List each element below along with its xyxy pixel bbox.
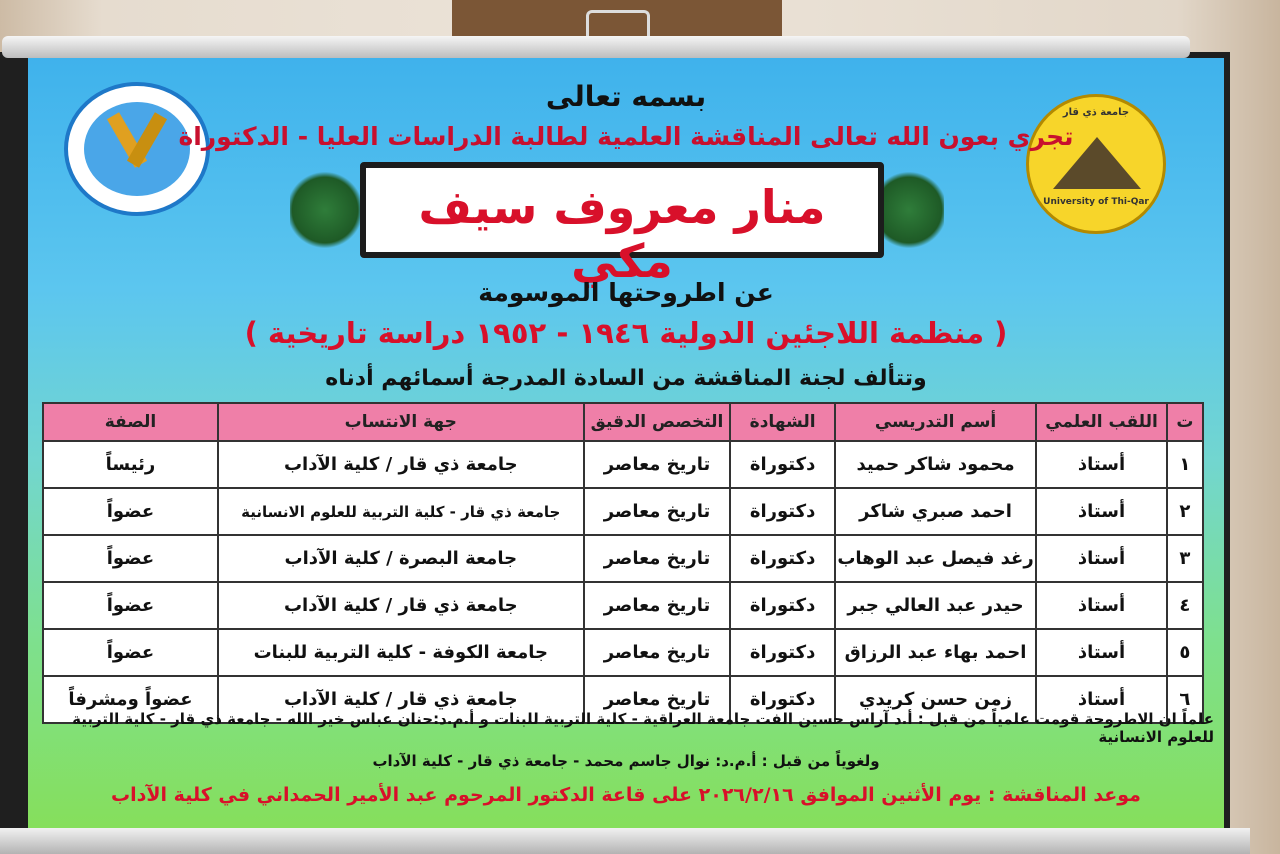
cell-name: محمود شاكر حميد — [835, 441, 1036, 488]
header-role: الصفة — [43, 403, 218, 441]
cell-role: عضواً ومشرفاً — [43, 676, 218, 723]
cell-affiliation: جامعة الكوفة - كلية التربية للبنات — [218, 629, 584, 676]
banner-bottom-rod — [0, 828, 1250, 854]
table-row — [43, 535, 1203, 582]
cell-specialty: تاريخ معاصر — [584, 629, 731, 676]
cell-affiliation: جامعة البصرة / كلية الآداب — [218, 535, 584, 582]
logo-right-top-text: جامعة ذي قار — [1062, 107, 1130, 118]
cell-degree: دكتوراة — [730, 582, 835, 629]
cell-name: احمد صبري شاكر — [835, 488, 1036, 535]
table-row — [43, 582, 1203, 629]
cell-number: ١ — [1167, 441, 1203, 488]
table-row — [43, 488, 1203, 535]
cell-title: أستاذ — [1036, 488, 1167, 535]
cell-affiliation: جامعة ذي قار - كلية التربية للعلوم الانسانية — [218, 488, 584, 535]
cell-number: ٣ — [1167, 535, 1203, 582]
discussion-banner — [28, 58, 1224, 834]
ornament-left-icon — [290, 168, 360, 252]
thesis-subtitle: عن اطروحتها الموسومة — [478, 278, 774, 307]
university-logo-icon — [1026, 94, 1166, 234]
header-affiliation: جهة الانتساب — [218, 403, 584, 441]
cell-title: أستاذ — [1036, 582, 1167, 629]
cell-affiliation: جامعة ذي قار / كلية الآداب — [218, 582, 584, 629]
table-row — [43, 441, 1203, 488]
cell-degree: دكتوراة — [730, 676, 835, 723]
cell-specialty: تاريخ معاصر — [584, 676, 731, 723]
ornament-right-icon — [874, 168, 944, 252]
cell-title: أستاذ — [1036, 676, 1167, 723]
header-specialty: التخصص الدقيق — [584, 403, 731, 441]
cell-specialty: تاريخ معاصر — [584, 488, 731, 535]
banner-top-rod — [2, 36, 1190, 58]
cell-name: حيدر عبد العالي جبر — [835, 582, 1036, 629]
cell-role: رئيساً — [43, 441, 218, 488]
cell-affiliation: جامعة ذي قار / كلية الآداب — [218, 676, 584, 723]
table-header-row — [43, 403, 1203, 441]
thesis-title: ( منظمة اللاجئين الدولية ١٩٤٦ - ١٩٥٢ دراسة تاريخية ) — [244, 316, 1008, 350]
basmala: بسمه تعالى — [545, 80, 707, 113]
cell-number: ٤ — [1167, 582, 1203, 629]
cell-name: زمن حسن كريدي — [835, 676, 1036, 723]
student-name: منار معروف سيف مكي — [418, 180, 826, 288]
cell-role: عضواً — [43, 629, 218, 676]
cell-title: أستاذ — [1036, 535, 1167, 582]
header-title: اللقب العلمي — [1036, 403, 1167, 441]
table-row — [43, 629, 1203, 676]
header-degree: الشهادة — [730, 403, 835, 441]
cell-title: أستاذ — [1036, 441, 1167, 488]
header-number: ت — [1167, 403, 1203, 441]
cell-number: ٦ — [1167, 676, 1203, 723]
cell-name: احمد بهاء عبد الرزاق — [835, 629, 1036, 676]
cell-degree: دكتوراة — [730, 441, 835, 488]
discussion-schedule: موعد المناقشة : يوم الأثنين الموافق ٢٠٢٦/٢/١٦ على قاعة الدكتور المرحوم عبد الأمير الحمداني في كلية الآداب — [111, 784, 1141, 806]
cell-number: ٥ — [1167, 629, 1203, 676]
cell-title: أستاذ — [1036, 629, 1167, 676]
cell-role: عضواً — [43, 488, 218, 535]
cell-specialty: تاريخ معاصر — [584, 535, 731, 582]
cell-degree: دكتوراة — [730, 629, 835, 676]
committee-table — [42, 402, 1204, 724]
logo-right-bottom-text: University of Thi-Qar — [1043, 197, 1149, 207]
cell-specialty: تاريخ معاصر — [584, 582, 731, 629]
cell-affiliation: جامعة ذي قار / كلية الآداب — [218, 441, 584, 488]
header-name: أسم التدريسي — [835, 403, 1036, 441]
cell-role: عضواً — [43, 535, 218, 582]
evaluation-note: علماً ان الاطروحة قومت علمياً من قبل : أ.د آراس حسين الفت جامعة العراقية - كلية التربية للبنات و أ.م.د:حنان عباس خير الله - جامعة ذي قار - كلية التربية للعلوم الانسانية — [72, 710, 1214, 746]
linguistic-note: ولغوياً من قبل : أ.م.د: نوال جاسم محمد - جامعة ذي قار - كلية الآداب — [372, 752, 880, 770]
cell-name: رغد فيصل عبد الوهاب — [835, 535, 1036, 582]
cell-degree: دكتوراة — [730, 535, 835, 582]
student-name-box — [360, 162, 884, 288]
committee-intro: وتتألف لجنة المناقشة من السادة المدرجة أسمائهم أدناه — [325, 366, 927, 391]
cell-role: عضواً — [43, 582, 218, 629]
cell-specialty: تاريخ معاصر — [584, 441, 731, 488]
cell-number: ٢ — [1167, 488, 1203, 535]
cell-degree: دكتوراة — [730, 488, 835, 535]
intro-line: تجري بعون الله تعالى المناقشة العلمية لطالبة الدراسات العليا - الدكتوراة — [178, 122, 1074, 151]
